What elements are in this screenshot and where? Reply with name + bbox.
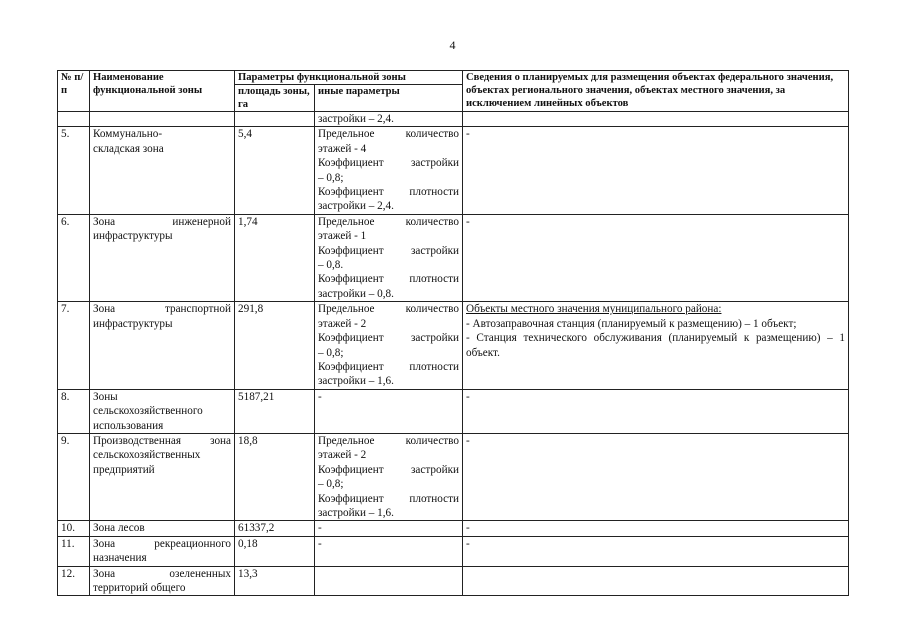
table-row xyxy=(58,536,849,566)
other-param-line: Коэффициент плотности xyxy=(318,360,459,373)
cell-info: - xyxy=(463,536,849,566)
cell-other-params xyxy=(315,302,463,389)
cell-info: - xyxy=(463,389,849,433)
cell-other-params xyxy=(315,536,463,566)
other-param-line: Коэффициент плотности xyxy=(318,492,459,505)
other-param-line: Коэффициент плотности xyxy=(318,273,459,286)
other-param-line: этажей - 4 xyxy=(318,142,367,155)
cell-info xyxy=(463,566,849,596)
other-param-line: застройки – 1,6. xyxy=(318,375,394,388)
other-param-line: Коэффициент плотности xyxy=(318,186,459,199)
cell-area: 291,8 xyxy=(235,302,315,389)
zone-name-line: Зоны xyxy=(93,390,118,403)
other-param-line: застройки – 0,8. xyxy=(318,287,394,300)
cell-zone-name xyxy=(90,127,235,214)
cell-zone-name xyxy=(90,214,235,301)
table-row xyxy=(58,566,849,596)
cell-zone-name xyxy=(90,389,235,433)
cell-other-params xyxy=(315,127,463,214)
cell-area: 0,18 xyxy=(235,536,315,566)
other-param-line: этажей - 2 xyxy=(318,317,367,330)
zone-name-line: Зона озелененных xyxy=(93,567,231,580)
cell-info xyxy=(463,112,849,127)
other-param-line: Предельное количество xyxy=(318,215,459,228)
other-param-line: Коэффициент застройки xyxy=(318,157,459,170)
other-param-line: - xyxy=(318,390,322,403)
cell-area: 13,3 xyxy=(235,566,315,596)
cell-num: 7. xyxy=(58,302,90,389)
cell-zone-name xyxy=(90,433,235,520)
cell-area: 1,74 xyxy=(235,214,315,301)
cell-info: - xyxy=(463,214,849,301)
info-item: - Станция технического обслуживания (планируемый к размещению) – 1 объект. xyxy=(466,332,845,359)
other-param-line: – 0,8. xyxy=(318,259,344,272)
info-item: - Автозаправочная станция (планируемый к размещению) – 1 объект; xyxy=(466,317,797,330)
cell-info: - xyxy=(463,521,849,536)
other-param-line: этажей - 2 xyxy=(318,449,367,462)
cell-num: 9. xyxy=(58,433,90,520)
other-param-line: - xyxy=(318,522,322,535)
cell-other-params xyxy=(315,389,463,433)
cell-num: 5. xyxy=(58,127,90,214)
cell-zone-name xyxy=(90,521,235,536)
header-num: № п/п xyxy=(58,71,90,112)
other-param-line: – 0,8; xyxy=(318,346,344,359)
cell-other-params xyxy=(315,566,463,596)
continuation-row xyxy=(58,112,849,127)
other-param-line: - xyxy=(318,537,322,550)
zone-name-line: Зона инженерной xyxy=(93,215,231,228)
cell-other-params: застройки – 2,4. xyxy=(315,112,463,127)
cell-num xyxy=(58,112,90,127)
table-row xyxy=(58,214,849,301)
cell-area xyxy=(235,112,315,127)
table-row xyxy=(58,302,849,389)
zone-name-line: назначения xyxy=(93,552,147,565)
other-param-line: Предельное количество xyxy=(318,434,459,447)
cell-area: 61337,2 xyxy=(235,521,315,536)
header-info: Сведения о планируемых для размещения объектах федерального значения, объектах регионального значения, объектах местного значения, за исключением линейных объектов xyxy=(463,71,849,112)
zone-name-line: Зона лесов xyxy=(93,522,145,535)
zone-name-line: инфраструктуры xyxy=(93,230,173,243)
zone-name-line: Производственная зона xyxy=(93,434,231,447)
cell-zone-name xyxy=(90,566,235,596)
cell-area: 18,8 xyxy=(235,433,315,520)
other-param-line: Предельное количество xyxy=(318,128,459,141)
zone-name-line: использования xyxy=(93,419,164,432)
cell-zone-name xyxy=(90,536,235,566)
table-row xyxy=(58,433,849,520)
page-number: 4 xyxy=(449,38,456,52)
cell-num: 12. xyxy=(58,566,90,596)
cell-info xyxy=(463,302,849,389)
cell-other-params xyxy=(315,433,463,520)
other-param-line: – 0,8; xyxy=(318,478,344,491)
cell-num: 10. xyxy=(58,521,90,536)
cell-other-params xyxy=(315,521,463,536)
other-param-line: Коэффициент застройки xyxy=(318,463,459,476)
other-param-line: Коэффициент застройки xyxy=(318,332,459,345)
header-params: Параметры функциональной зоны xyxy=(235,71,463,85)
zone-name-line: сельскохозяйственного xyxy=(93,405,203,418)
zone-name-line: Коммунально- xyxy=(93,128,163,141)
cell-zone-name xyxy=(90,302,235,389)
other-param-line: этажей - 1 xyxy=(318,230,367,243)
other-param-line: Коэффициент застройки xyxy=(318,244,459,257)
zone-name-line: предприятий xyxy=(93,463,155,476)
table-row xyxy=(58,389,849,433)
table-row xyxy=(58,521,849,536)
zone-name-line: Зона транспортной xyxy=(93,303,231,316)
zone-name-line: складская зона xyxy=(93,142,164,155)
cell-info: - xyxy=(463,127,849,214)
cell-num: 6. xyxy=(58,214,90,301)
cell-zone-name xyxy=(90,112,235,127)
zone-name-line: сельскохозяйственных xyxy=(93,449,201,462)
other-param-line: застройки – 1,6. xyxy=(318,506,394,519)
cell-num: 11. xyxy=(58,536,90,566)
cell-info: - xyxy=(463,433,849,520)
cell-other-params xyxy=(315,214,463,301)
zone-name-line: территорий общего xyxy=(93,582,186,594)
info-title: Объекты местного значения муниципального района: xyxy=(466,303,722,316)
other-param-line: застройки – 2,4. xyxy=(318,200,394,213)
header-other-params: иные параметры xyxy=(315,85,463,112)
other-param-line: Предельное количество xyxy=(318,303,459,316)
cell-area: 5187,21 xyxy=(235,389,315,433)
header-area: площадь зоны, га xyxy=(235,85,315,112)
table-row xyxy=(58,127,849,214)
other-param-line: – 0,8; xyxy=(318,171,344,184)
zone-name-line: Зона рекреационного xyxy=(93,537,231,550)
zones-table xyxy=(57,70,849,596)
header-row-1 xyxy=(58,71,849,85)
zone-name-line: инфраструктуры xyxy=(93,317,173,330)
cell-num: 8. xyxy=(58,389,90,433)
header-zone-name: Наименование функциональной зоны xyxy=(90,71,235,112)
cell-area: 5,4 xyxy=(235,127,315,214)
